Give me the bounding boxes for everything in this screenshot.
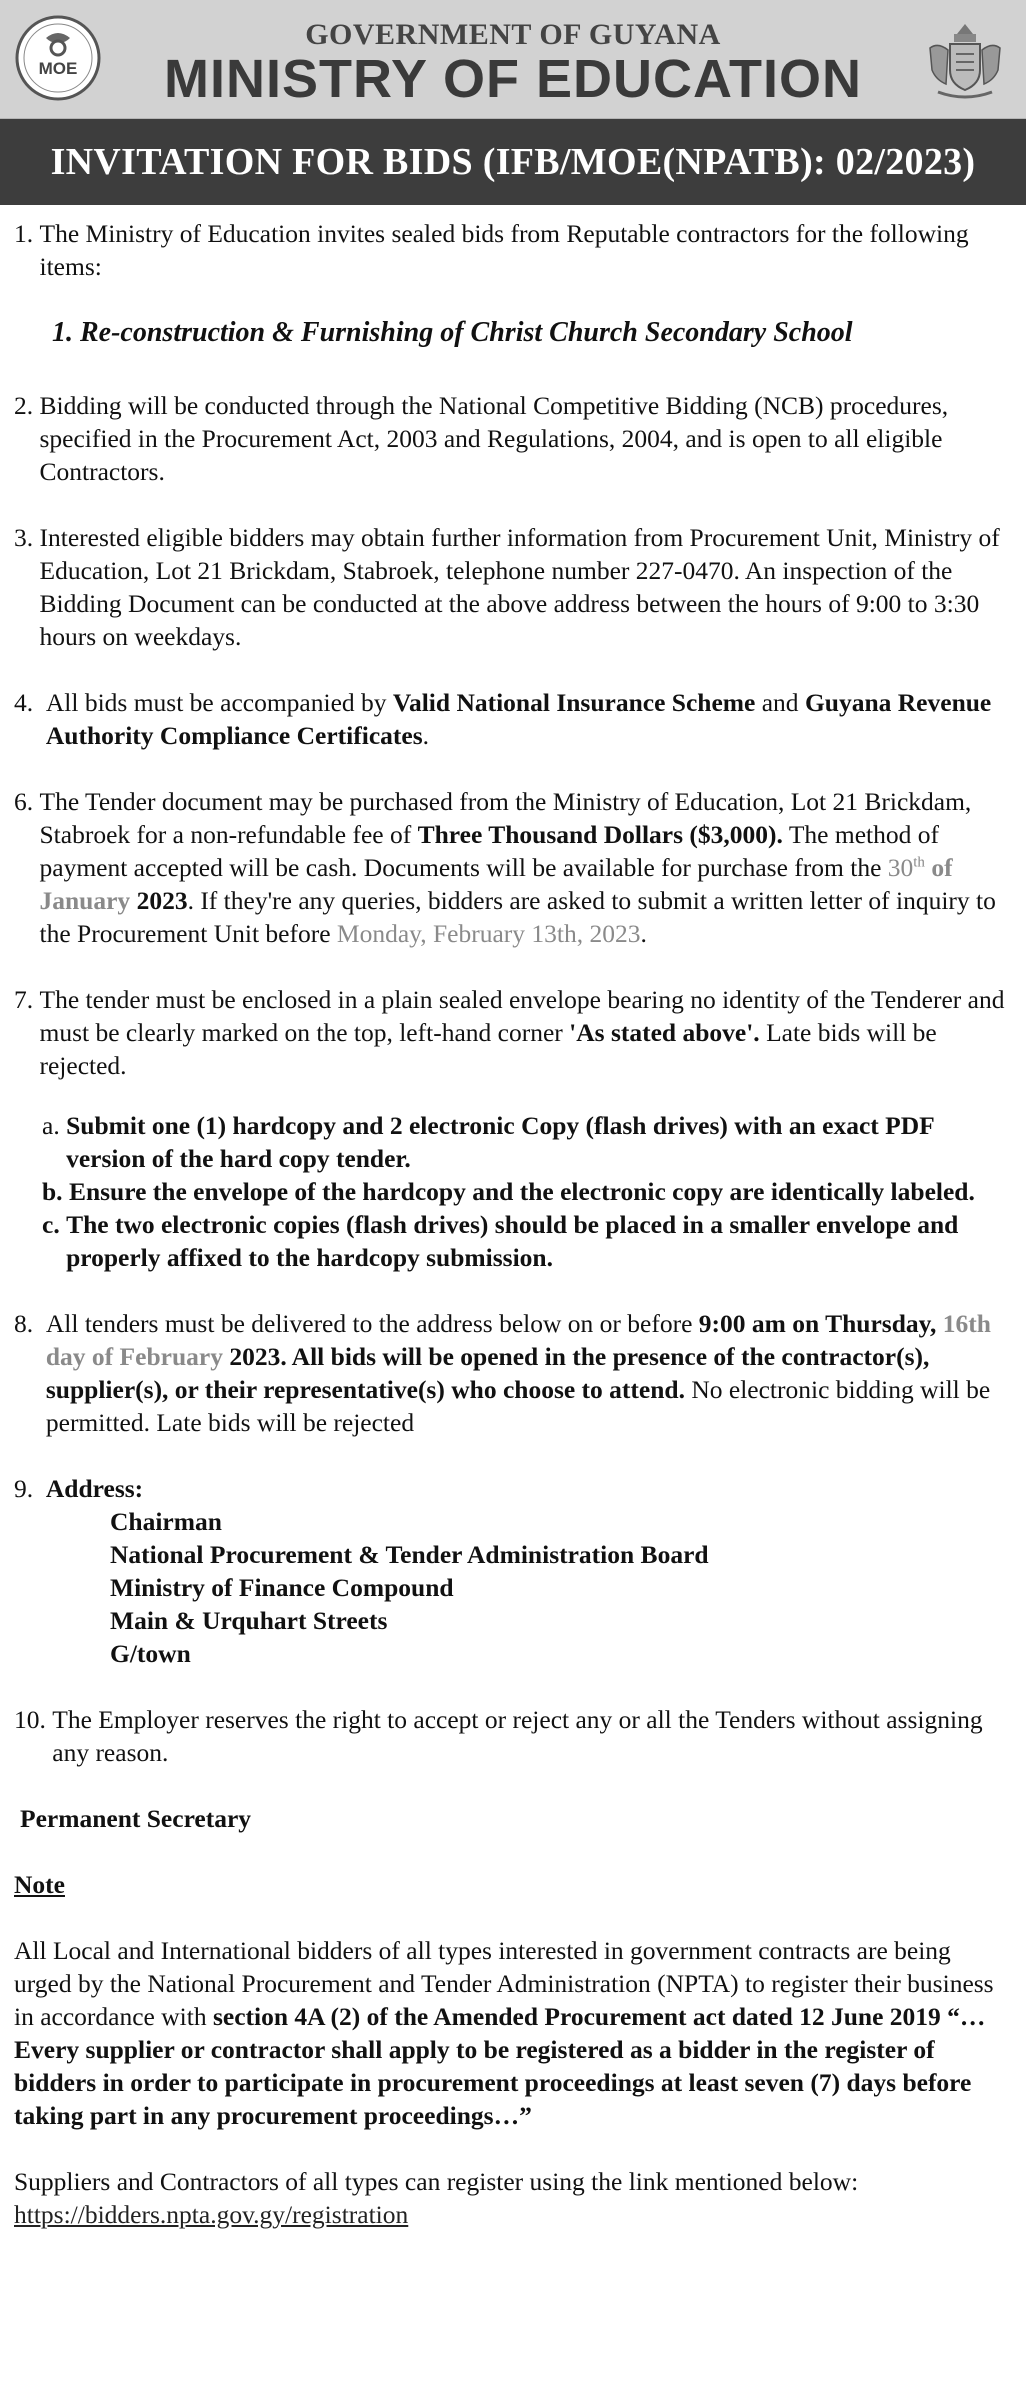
address-line: G/town	[110, 1639, 191, 1668]
item-3	[14, 521, 1012, 653]
government-title: GOVERNMENT OF GUYANA	[305, 18, 721, 51]
item-text: All tenders must be delivered to the address below on or before 9:00 am on Thursday, 16th day of February 2023. All bids will be opened in the presence of the contractor(s), supplier(s), or their representative(s) who choose to attend. No electronic bidding will be permitted. Late bids will be rejected	[45, 1309, 991, 1437]
subitem-c: c. The two electronic copies (flash drives) should be placed in a smaller envelope and properly affixed to the hardcopy submission.	[42, 1210, 959, 1272]
item-text: The tender must be enclosed in a plain sealed envelope bearing no identity of the Tenderer and must be clearly marked on the top, left-hand corner 'As stated above'. Late bids will be rejected.	[39, 985, 1005, 1080]
item-number: 2.	[14, 391, 40, 420]
item-number: 9.	[14, 1474, 46, 1503]
logo-text: MOE	[38, 59, 78, 78]
subitem-b: b. Ensure the envelope of the hardcopy and the electronic copy are identically labeled.	[42, 1177, 975, 1206]
header	[0, 0, 1026, 119]
signature: Permanent Secretary	[20, 1804, 252, 1833]
item-7	[14, 983, 1012, 1082]
register-text: Suppliers and Contractors of all types can register using the link mentioned below:	[14, 2167, 859, 2196]
item-text: Interested eligible bidders may obtain further information from Procurement Unit, Ministry of Education, Lot 21 Brickdam, Stabroek, telephone number 227-0470. An inspection of the Bidding Document can be conducted at the above address between the hours of 9:00 to 3:30 hours on weekdays.	[39, 523, 1000, 651]
item-number: 10.	[14, 1705, 53, 1734]
item-7-subitems	[42, 1109, 1012, 1274]
banner-title: INVITATION FOR BIDS (IFB/MOE(NPATB): 02/2023)	[0, 119, 1026, 205]
document-body	[0, 205, 1026, 2231]
address-line: Ministry of Finance Compound	[110, 1573, 454, 1602]
address-line: Main & Urquhart Streets	[110, 1606, 388, 1635]
note-text: All Local and International bidders of all types interested in government contracts are being urged by the National Procurement and Tender Administration (NPTA) to register their business in accordance with section 4A (2) of the Amended Procurement act dated 12 June 2019 “…Every supplier or contractor shall apply to be registered as a bidder in the register of bidders in order to participate in procurement proceedings at least seven (7) days before taking part in any procurement proceedings…”	[14, 1936, 994, 2130]
item-number: 7.	[14, 985, 40, 1014]
item-6	[14, 785, 1012, 950]
item-number: 8.	[14, 1309, 46, 1338]
item-number: 1.	[14, 219, 40, 248]
registration-link[interactable]: https://bidders.npta.gov.gy/registration	[14, 2200, 409, 2229]
address-label: Address:	[45, 1474, 144, 1503]
item-number: 3.	[14, 523, 40, 552]
coat-of-arms-icon	[920, 14, 1010, 104]
featured-project: 1. Re-construction & Furnishing of Christ Church Secondary School	[52, 317, 853, 348]
item-text: The Tender document may be purchased from the Ministry of Education, Lot 21 Brickdam, Stabroek for a non-refundable fee of Three Thousand Dollars ($3,000). The method of payment accepted will be cash. Documents will be available for purchase from the 30th of January 2023. If they're any queries, bidders are asked to submit a written letter of inquiry to the Procurement Unit before Monday, February 13th, 2023.	[39, 787, 996, 948]
item-text: All bids must be accompanied by Valid National Insurance Scheme and Guyana Revenue Authority Compliance Certificates.	[45, 688, 992, 750]
item-number: 6.	[14, 787, 40, 816]
item-4	[14, 686, 1012, 752]
item-10	[14, 1703, 1012, 1769]
item-2	[14, 389, 1012, 488]
item-9	[14, 1472, 1012, 1670]
address-line: National Procurement & Tender Administration Board	[110, 1540, 709, 1569]
ministry-title: MINISTRY OF EDUCATION	[163, 49, 862, 109]
subitem-a: a. Submit one (1) hardcopy and 2 electronic Copy (flash drives) with an exact PDF version of the hard copy tender.	[42, 1111, 934, 1173]
item-1	[14, 217, 1012, 283]
item-text: The Ministry of Education invites sealed bids from Reputable contractors for the following items:	[39, 219, 969, 281]
note-heading: Note	[14, 1870, 65, 1899]
item-8	[14, 1307, 1012, 1439]
address-line: Chairman	[110, 1507, 222, 1536]
address-block	[110, 1505, 1012, 1670]
item-text: The Employer reserves the right to accept or reject any or all the Tenders without assigning any reason.	[52, 1705, 983, 1767]
item-text: Bidding will be conducted through the National Competitive Bidding (NCB) procedures, specified in the Procurement Act, 2003 and Regulations, 2004, and is open to all eligible Contractors.	[39, 391, 949, 486]
item-number: 4.	[14, 688, 46, 717]
